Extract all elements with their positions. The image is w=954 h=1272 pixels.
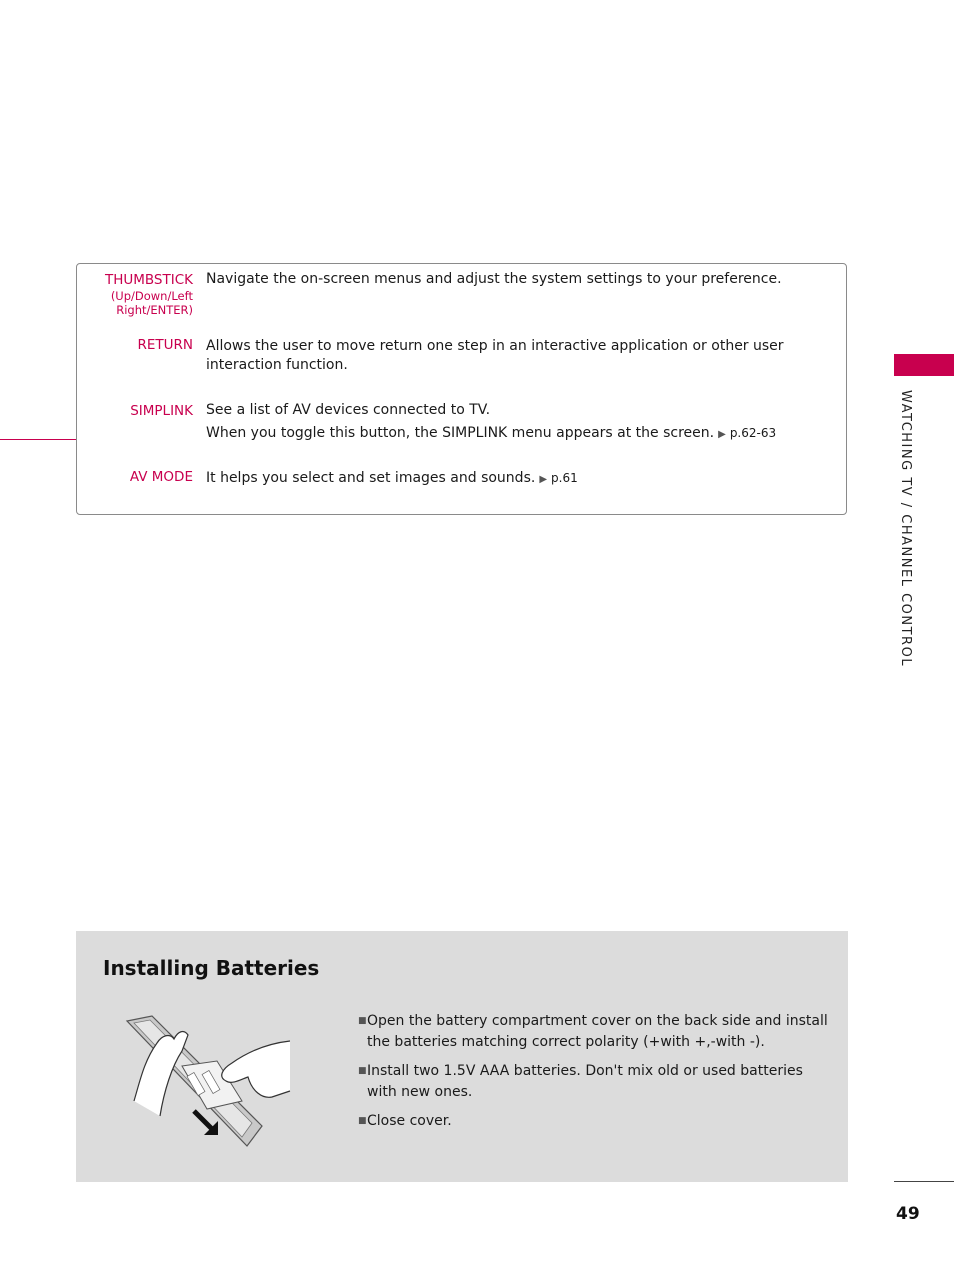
feature-label-simplink: SIMPLINK	[130, 403, 193, 419]
feature-description-text-2	[206, 424, 838, 444]
feature-description-text	[206, 469, 838, 489]
battery-step-text: Close cover.	[367, 1113, 452, 1129]
page-reference: p.61	[551, 471, 578, 485]
feature-label-thumbstick	[77, 272, 193, 317]
remote-battery-illustration	[122, 1011, 302, 1156]
feature-sublabel-line-2: Right/ENTER)	[116, 303, 193, 317]
battery-step-3	[358, 1111, 828, 1132]
battery-step-text: Install two 1.5V AAA batteries. Don't mix old or used batteries with new ones.	[367, 1063, 803, 1100]
feature-description-line: It helps you select and set images and sounds.	[206, 470, 536, 486]
feature-description-text: Allows the user to move return one step in an interactive application or other user interaction function.	[206, 338, 784, 373]
feature-description-thumbstick	[206, 270, 838, 289]
footer-rule	[894, 1181, 954, 1182]
section-title: WATCHING TV / CHANNEL CONTROL	[898, 390, 913, 668]
feature-sublabel-line-1: (Up/Down/Left	[110, 289, 193, 303]
battery-step-text: Open the battery compartment cover on the back side and install the batteries matching correct polarity (+with +,-with -).	[367, 1013, 828, 1050]
battery-step-1	[358, 1011, 828, 1053]
feature-description-simplink	[206, 401, 838, 444]
section-tab-marker	[894, 354, 954, 376]
feature-label-text: THUMBSTICK	[104, 272, 193, 288]
feature-description-return	[206, 337, 838, 375]
installing-batteries-title: Installing Batteries	[103, 956, 320, 980]
feature-label-return: RETURN	[137, 337, 193, 353]
margin-rule	[0, 439, 77, 440]
square-bullet-icon: ■	[358, 1116, 367, 1126]
installing-batteries-panel	[76, 931, 848, 1182]
square-bullet-icon: ■	[358, 1066, 367, 1076]
square-bullet-icon: ■	[358, 1016, 367, 1026]
right-triangle-icon: ▶	[718, 429, 726, 440]
battery-steps-list	[358, 1011, 828, 1140]
feature-description-line: When you toggle this button, the SIMPLINK menu appears at the screen.	[206, 425, 715, 441]
remote-button-feature-box	[76, 263, 847, 515]
arrow-down-right-icon	[194, 1111, 218, 1135]
page-reference: p.62-63	[729, 426, 777, 440]
battery-step-2	[358, 1061, 828, 1103]
feature-description-text: Navigate the on-screen menus and adjust the system settings to your preference.	[206, 271, 782, 287]
page-number: 49	[896, 1204, 920, 1224]
feature-description-text: See a list of AV devices connected to TV.	[206, 402, 491, 418]
feature-label-av-mode: AV MODE	[129, 469, 193, 485]
feature-description-av-mode	[206, 469, 838, 489]
right-triangle-icon: ▶	[539, 474, 548, 485]
